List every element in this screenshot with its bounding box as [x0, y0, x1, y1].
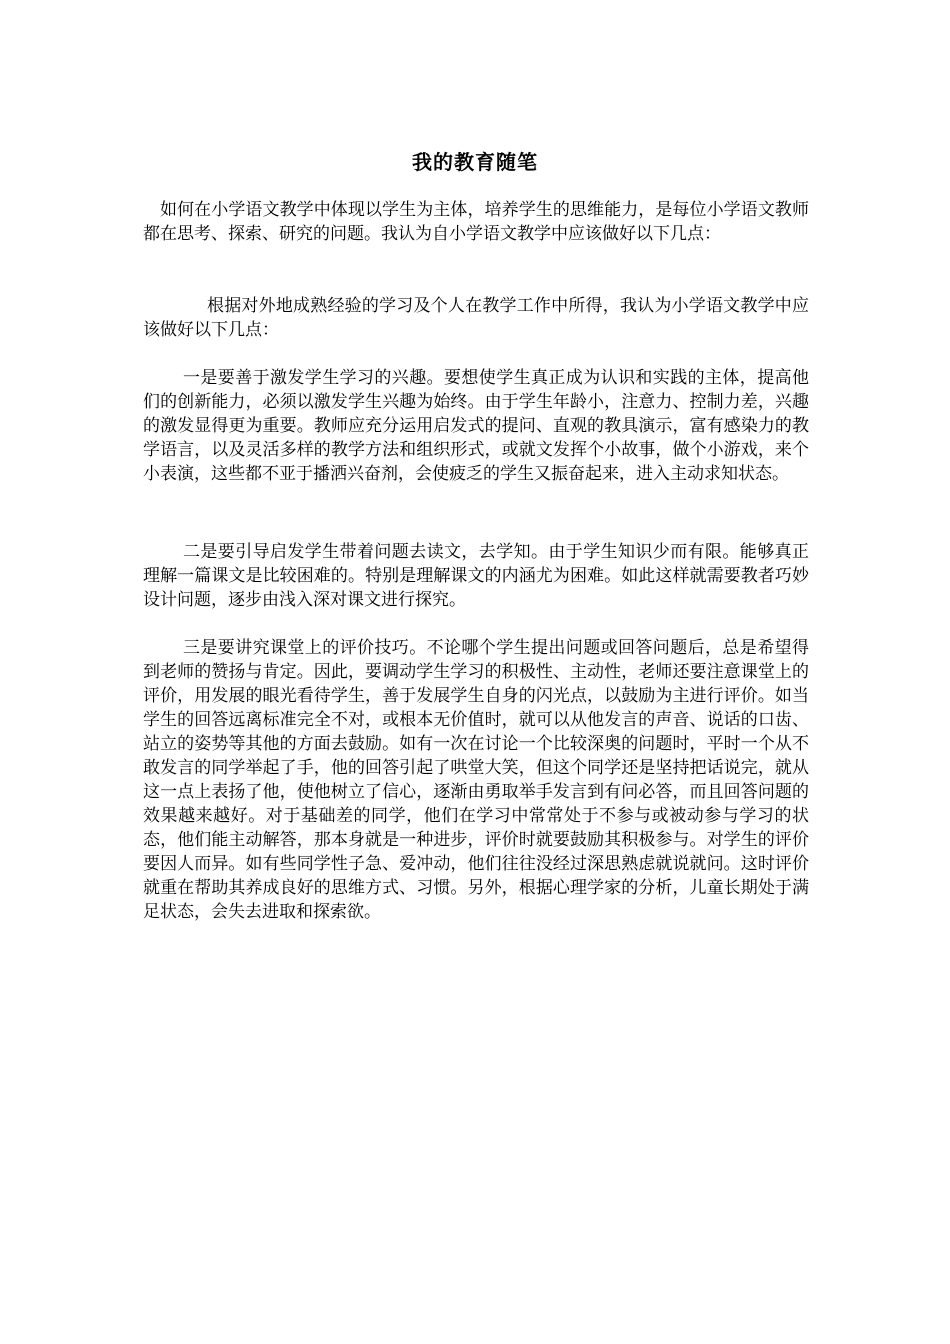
document-title: 我的教育随笔 [412, 150, 538, 174]
point-three-paragraph: 三是要讲究课堂上的评价技巧。不论哪个学生提出问题或回答问题后，总是希望得到老师的赞扬与肯定。因此，要调动学生学习的积极性、主动性，老师还要注意课堂上的评价，用发展的眼光看待学生，善于发展学生自身的闪光点，以鼓励为主进行评价。如当学生的回答远离标准完全不对，或根本无价值时，就可以从他发言的声音、说话的口齿、站立的姿势等其他的方面去鼓励。如有一次在讨论一个比较深奥的问题时，平时一个从不敢发言的同学举起了手，他的回答引起了哄堂大笑，但这个同学还是坚持把话说完，就从这一点上表扬了他，使他树立了信心，逐渐由勇取举手发言到有问必答，而且回答问题的效果越来越好。对于基础差的同学，他们在学习中常常处于不参与或被动参与学习的状态，他们能主动解答，那本身就是一种进步，评价时就要鼓励其积极参与。对学生的评价要因人而异。如有些同学性子急、爱冲动，他们往往没经过深思熟虑就说就问。这时评价就重在帮助其养成良好的思维方式、习惯。另外，根据心理学家的分析，儿童长期处于满足状态，会失去进取和探索欲。 [143, 638, 809, 922]
intro-paragraph: 如何在小学语文教学中体现以学生为主体，培养学生的思维能力，是每位小学语文教师都在思考、探索、研究的问题。我认为自小学语文教学中应该做好以下几点： [143, 200, 809, 244]
experience-paragraph: 根据对外地成熟经验的学习及个人在教学工作中所得，我认为小学语文教学中应该做好以下几点： [143, 296, 809, 340]
point-two-paragraph: 二是要引导启发学生带着问题去读文，去学知。由于学生知识少而有限。能够真正理解一篇课文是比较困难的。特别是理解课文的内涵尤为困难。如此这样就需要教者巧妙设计问题，逐步由浅入深对课文进行探究。 [143, 542, 809, 610]
point-one-paragraph: 一是要善于激发学生学习的兴趣。要想使学生真正成为认识和实践的主体，提高他们的创新能力，必须以激发学生兴趣为始终。由于学生年龄小，注意力、控制力差，兴趣的激发显得更为重要。教师应充分运用启发式的提问、直观的教具演示，富有感染力的教学语言，以及灵活多样的教学方法和组织形式，或就文发挥个小故事，做个小游戏，来个小表演，这些都不亚于播洒兴奋剂，会使疲乏的学生又振奋起来，进入主动求知状态。 [143, 368, 809, 484]
